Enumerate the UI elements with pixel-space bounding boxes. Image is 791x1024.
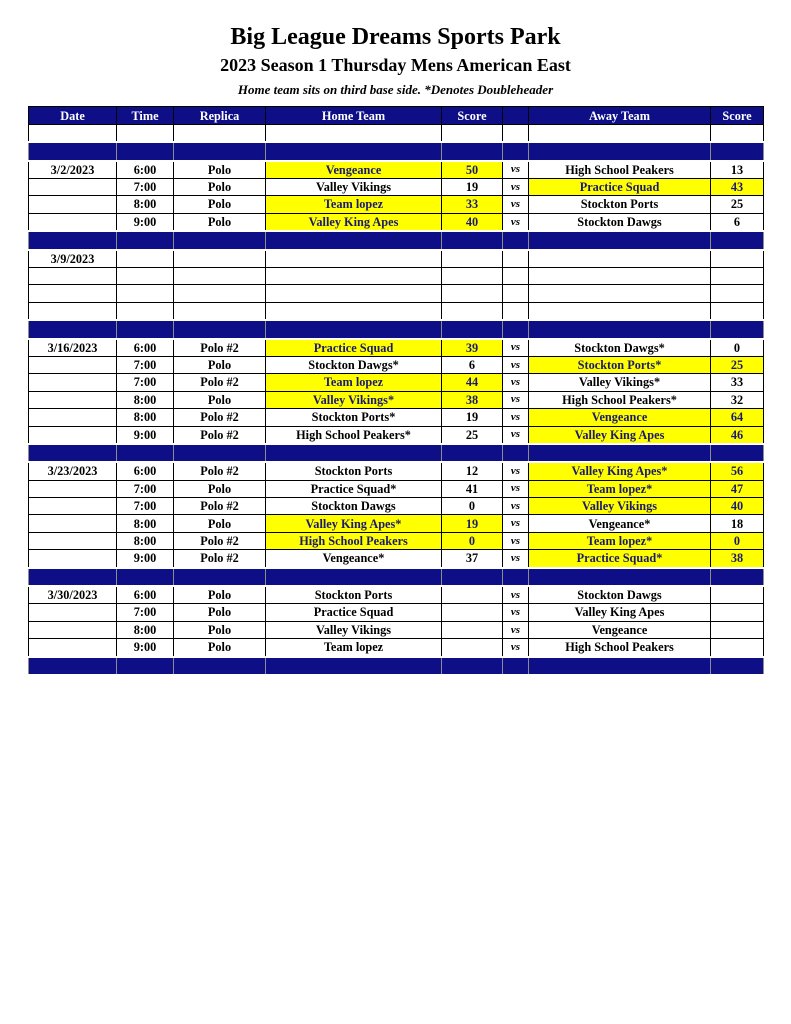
- date-cell: 3/9/2023: [29, 250, 117, 268]
- replica-cell: Polo: [174, 356, 266, 373]
- away-score-cell: 40: [711, 498, 764, 515]
- home-score-cell: 41: [442, 480, 503, 497]
- away-team-cell: Valley King Apes: [529, 604, 711, 621]
- home-score-cell: [442, 586, 503, 604]
- vs-cell: vs: [503, 213, 529, 231]
- vs-cell: vs: [503, 391, 529, 408]
- away-score-cell: [711, 639, 764, 657]
- time-cell: [117, 285, 174, 302]
- vs-cell: vs: [503, 409, 529, 426]
- time-cell: 7:00: [117, 356, 174, 373]
- separator-cell: [442, 231, 503, 249]
- date-cell: [29, 515, 117, 532]
- replica-cell: Polo #2: [174, 339, 266, 357]
- vs-cell: vs: [503, 604, 529, 621]
- away-team-cell: [529, 285, 711, 302]
- separator-cell: [442, 657, 503, 675]
- time-cell: 8:00: [117, 621, 174, 638]
- vs-cell: vs: [503, 196, 529, 213]
- date-cell: 3/16/2023: [29, 339, 117, 357]
- away-team-cell: Stockton Ports*: [529, 356, 711, 373]
- away-score-cell: 6: [711, 213, 764, 231]
- separator-cell: [117, 444, 174, 462]
- away-team-cell: Stockton Dawgs: [529, 586, 711, 604]
- col-header-date: Date: [29, 107, 117, 124]
- table-row: [29, 285, 764, 302]
- home-score-cell: 50: [442, 161, 503, 179]
- home-score-cell: 19: [442, 409, 503, 426]
- separator-cell: [442, 320, 503, 338]
- table-row: [29, 426, 764, 444]
- replica-cell: Polo: [174, 391, 266, 408]
- time-cell: 7:00: [117, 179, 174, 196]
- page-title: Big League Dreams Sports Park: [230, 24, 561, 50]
- home-team-cell: Valley Vikings*: [266, 391, 442, 408]
- away-score-cell: 47: [711, 480, 764, 497]
- table-row: [29, 356, 764, 373]
- vs-cell: vs: [503, 515, 529, 532]
- date-cell: [29, 550, 117, 568]
- home-team-cell: Team lopez: [266, 196, 442, 213]
- home-score-cell: 19: [442, 179, 503, 196]
- table-row: [29, 302, 764, 320]
- home-team-cell: Stockton Ports: [266, 462, 442, 480]
- time-cell: 6:00: [117, 462, 174, 480]
- time-cell: [117, 124, 174, 142]
- replica-cell: [174, 250, 266, 268]
- vs-cell: [503, 268, 529, 285]
- separator-row: [29, 568, 764, 586]
- separator-cell: [29, 231, 117, 249]
- away-score-cell: [711, 586, 764, 604]
- replica-cell: Polo #2: [174, 532, 266, 549]
- home-score-cell: [442, 285, 503, 302]
- home-score-cell: 25: [442, 426, 503, 444]
- time-cell: 9:00: [117, 550, 174, 568]
- col-header-score-away: Score: [711, 107, 764, 124]
- away-team-cell: High School Peakers*: [529, 391, 711, 408]
- away-score-cell: 18: [711, 515, 764, 532]
- date-cell: [29, 621, 117, 638]
- separator-cell: [117, 320, 174, 338]
- away-score-cell: 56: [711, 462, 764, 480]
- away-score-cell: [711, 268, 764, 285]
- time-cell: 8:00: [117, 515, 174, 532]
- page-note: Home team sits on third base side. *Denotes Doubleheader: [237, 82, 554, 98]
- table-row: [29, 250, 764, 268]
- home-team-cell: Stockton Ports*: [266, 409, 442, 426]
- replica-cell: Polo: [174, 480, 266, 497]
- date-cell: [29, 285, 117, 302]
- vs-cell: [503, 124, 529, 142]
- away-team-cell: Stockton Dawgs*: [529, 339, 711, 357]
- separator-cell: [266, 444, 442, 462]
- table-row: [29, 532, 764, 549]
- separator-cell: [117, 142, 174, 160]
- away-team-cell: Stockton Ports: [529, 196, 711, 213]
- col-header-replica: Replica: [174, 107, 266, 124]
- separator-cell: [503, 568, 529, 586]
- time-cell: [117, 268, 174, 285]
- home-team-cell: [266, 285, 442, 302]
- date-cell: [29, 532, 117, 549]
- separator-cell: [29, 444, 117, 462]
- away-score-cell: 46: [711, 426, 764, 444]
- away-team-cell: High School Peakers: [529, 161, 711, 179]
- away-team-cell: Vengeance*: [529, 515, 711, 532]
- col-header-time: Time: [117, 107, 174, 124]
- away-score-cell: [711, 302, 764, 320]
- vs-cell: [503, 302, 529, 320]
- replica-cell: Polo #2: [174, 498, 266, 515]
- table-row: [29, 621, 764, 638]
- date-cell: 3/23/2023: [29, 462, 117, 480]
- away-team-cell: Practice Squad: [529, 179, 711, 196]
- home-score-cell: [442, 302, 503, 320]
- replica-cell: Polo: [174, 179, 266, 196]
- home-score-cell: 0: [442, 532, 503, 549]
- separator-cell: [29, 568, 117, 586]
- vs-cell: vs: [503, 426, 529, 444]
- home-team-cell: Team lopez: [266, 374, 442, 391]
- separator-cell: [711, 657, 764, 675]
- table-row: [29, 268, 764, 285]
- separator-cell: [711, 568, 764, 586]
- home-score-cell: 12: [442, 462, 503, 480]
- separator-row: [29, 142, 764, 160]
- time-cell: 6:00: [117, 339, 174, 357]
- replica-cell: [174, 268, 266, 285]
- away-score-cell: 33: [711, 374, 764, 391]
- time-cell: [117, 250, 174, 268]
- away-score-cell: [711, 250, 764, 268]
- separator-row: [29, 320, 764, 338]
- time-cell: 7:00: [117, 374, 174, 391]
- separator-cell: [174, 657, 266, 675]
- separator-cell: [529, 657, 711, 675]
- home-score-cell: 33: [442, 196, 503, 213]
- replica-cell: Polo #2: [174, 426, 266, 444]
- table-row: [29, 639, 764, 657]
- away-team-cell: Valley Vikings*: [529, 374, 711, 391]
- table-row: [29, 462, 764, 480]
- home-score-cell: 0: [442, 498, 503, 515]
- separator-cell: [529, 444, 711, 462]
- separator-cell: [503, 320, 529, 338]
- date-cell: [29, 124, 117, 142]
- replica-cell: Polo: [174, 515, 266, 532]
- separator-cell: [442, 568, 503, 586]
- home-score-cell: 37: [442, 550, 503, 568]
- home-score-cell: [442, 639, 503, 657]
- date-cell: [29, 391, 117, 408]
- separator-cell: [529, 231, 711, 249]
- away-score-cell: 38: [711, 550, 764, 568]
- time-cell: [117, 302, 174, 320]
- home-team-cell: Valley Vikings: [266, 179, 442, 196]
- table-row: [29, 604, 764, 621]
- replica-cell: Polo #2: [174, 409, 266, 426]
- home-team-cell: [266, 302, 442, 320]
- away-team-cell: [529, 124, 711, 142]
- replica-cell: [174, 124, 266, 142]
- col-header-score-home: Score: [442, 107, 503, 124]
- col-header-home-team: Home Team: [266, 107, 442, 124]
- date-cell: [29, 196, 117, 213]
- home-team-cell: Practice Squad: [266, 339, 442, 357]
- separator-cell: [503, 231, 529, 249]
- separator-cell: [117, 657, 174, 675]
- table-row: [29, 374, 764, 391]
- away-score-cell: [711, 604, 764, 621]
- time-cell: 9:00: [117, 213, 174, 231]
- replica-cell: Polo #2: [174, 374, 266, 391]
- schedule-table-header: [29, 107, 764, 124]
- away-team-cell: Valley Vikings: [529, 498, 711, 515]
- table-row: [29, 409, 764, 426]
- date-cell: [29, 480, 117, 497]
- date-cell: [29, 426, 117, 444]
- separator-cell: [529, 320, 711, 338]
- replica-cell: Polo: [174, 213, 266, 231]
- away-score-cell: 0: [711, 339, 764, 357]
- home-score-cell: [442, 124, 503, 142]
- separator-cell: [174, 142, 266, 160]
- away-score-cell: 43: [711, 179, 764, 196]
- replica-cell: Polo #2: [174, 550, 266, 568]
- home-team-cell: High School Peakers: [266, 532, 442, 549]
- table-row: [29, 179, 764, 196]
- away-score-cell: [711, 124, 764, 142]
- home-team-cell: Valley King Apes: [266, 213, 442, 231]
- date-cell: 3/30/2023: [29, 586, 117, 604]
- vs-cell: vs: [503, 179, 529, 196]
- separator-cell: [711, 231, 764, 249]
- replica-cell: Polo: [174, 586, 266, 604]
- time-cell: 7:00: [117, 498, 174, 515]
- separator-cell: [711, 320, 764, 338]
- date-cell: [29, 268, 117, 285]
- separator-cell: [266, 231, 442, 249]
- table-row: [29, 339, 764, 357]
- separator-cell: [266, 657, 442, 675]
- separator-cell: [529, 142, 711, 160]
- separator-cell: [711, 142, 764, 160]
- away-team-cell: Valley King Apes*: [529, 462, 711, 480]
- separator-cell: [266, 568, 442, 586]
- time-cell: 8:00: [117, 196, 174, 213]
- time-cell: 8:00: [117, 532, 174, 549]
- separator-cell: [117, 231, 174, 249]
- time-cell: 9:00: [117, 639, 174, 657]
- home-team-cell: High School Peakers*: [266, 426, 442, 444]
- away-team-cell: Vengeance: [529, 621, 711, 638]
- table-row: [29, 213, 764, 231]
- col-header-vs: [503, 107, 529, 124]
- replica-cell: [174, 285, 266, 302]
- vs-cell: vs: [503, 161, 529, 179]
- table-row: [29, 391, 764, 408]
- separator-row: [29, 444, 764, 462]
- home-team-cell: Stockton Dawgs*: [266, 356, 442, 373]
- home-team-cell: Practice Squad*: [266, 480, 442, 497]
- time-cell: 6:00: [117, 161, 174, 179]
- separator-cell: [442, 444, 503, 462]
- home-score-cell: 6: [442, 356, 503, 373]
- home-team-cell: Team lopez: [266, 639, 442, 657]
- time-cell: 6:00: [117, 586, 174, 604]
- away-score-cell: 0: [711, 532, 764, 549]
- col-header-away-team: Away Team: [529, 107, 711, 124]
- vs-cell: vs: [503, 532, 529, 549]
- table-row: [29, 515, 764, 532]
- date-cell: [29, 604, 117, 621]
- home-team-cell: Stockton Dawgs: [266, 498, 442, 515]
- vs-cell: vs: [503, 356, 529, 373]
- home-score-cell: [442, 621, 503, 638]
- table-row: [29, 161, 764, 179]
- away-score-cell: 32: [711, 391, 764, 408]
- replica-cell: Polo: [174, 604, 266, 621]
- date-cell: [29, 213, 117, 231]
- table-row: [29, 196, 764, 213]
- table-row: [29, 124, 764, 142]
- away-team-cell: Vengeance: [529, 409, 711, 426]
- away-score-cell: [711, 285, 764, 302]
- separator-cell: [442, 142, 503, 160]
- vs-cell: vs: [503, 586, 529, 604]
- schedule-table: [28, 106, 764, 676]
- home-score-cell: [442, 268, 503, 285]
- vs-cell: [503, 285, 529, 302]
- vs-cell: vs: [503, 550, 529, 568]
- home-score-cell: [442, 250, 503, 268]
- replica-cell: [174, 302, 266, 320]
- replica-cell: Polo: [174, 621, 266, 638]
- separator-row: [29, 231, 764, 249]
- separator-cell: [174, 444, 266, 462]
- date-cell: [29, 302, 117, 320]
- home-team-cell: [266, 268, 442, 285]
- vs-cell: [503, 250, 529, 268]
- away-score-cell: [711, 621, 764, 638]
- separator-cell: [29, 142, 117, 160]
- table-row: [29, 586, 764, 604]
- header-row: [29, 107, 764, 124]
- vs-cell: vs: [503, 480, 529, 497]
- separator-cell: [266, 320, 442, 338]
- separator-cell: [503, 444, 529, 462]
- away-score-cell: 25: [711, 196, 764, 213]
- home-team-cell: Vengeance: [266, 161, 442, 179]
- vs-cell: vs: [503, 374, 529, 391]
- separator-cell: [117, 568, 174, 586]
- away-team-cell: Team lopez*: [529, 532, 711, 549]
- replica-cell: Polo: [174, 639, 266, 657]
- replica-cell: Polo: [174, 196, 266, 213]
- home-score-cell: 38: [442, 391, 503, 408]
- separator-cell: [711, 444, 764, 462]
- separator-cell: [503, 657, 529, 675]
- away-score-cell: 25: [711, 356, 764, 373]
- vs-cell: vs: [503, 621, 529, 638]
- replica-cell: Polo: [174, 161, 266, 179]
- away-team-cell: [529, 250, 711, 268]
- time-cell: 8:00: [117, 391, 174, 408]
- schedule-table-body: [29, 124, 764, 675]
- separator-row: [29, 657, 764, 675]
- table-row: [29, 498, 764, 515]
- table-row: [29, 550, 764, 568]
- date-cell: 3/2/2023: [29, 161, 117, 179]
- away-team-cell: Team lopez*: [529, 480, 711, 497]
- page-header: [0, 0, 791, 97]
- separator-cell: [29, 320, 117, 338]
- replica-cell: Polo #2: [174, 462, 266, 480]
- home-team-cell: Valley Vikings: [266, 621, 442, 638]
- time-cell: 8:00: [117, 409, 174, 426]
- home-team-cell: [266, 250, 442, 268]
- date-cell: [29, 179, 117, 196]
- home-team-cell: [266, 124, 442, 142]
- home-team-cell: Vengeance*: [266, 550, 442, 568]
- separator-cell: [529, 568, 711, 586]
- separator-cell: [174, 231, 266, 249]
- date-cell: [29, 409, 117, 426]
- date-cell: [29, 498, 117, 515]
- home-team-cell: Stockton Ports: [266, 586, 442, 604]
- table-row: [29, 480, 764, 497]
- away-score-cell: 13: [711, 161, 764, 179]
- home-team-cell: Valley King Apes*: [266, 515, 442, 532]
- vs-cell: vs: [503, 639, 529, 657]
- separator-cell: [174, 320, 266, 338]
- away-team-cell: Stockton Dawgs: [529, 213, 711, 231]
- home-score-cell: 39: [442, 339, 503, 357]
- away-team-cell: Valley King Apes: [529, 426, 711, 444]
- separator-cell: [174, 568, 266, 586]
- away-team-cell: Practice Squad*: [529, 550, 711, 568]
- home-team-cell: Practice Squad: [266, 604, 442, 621]
- vs-cell: vs: [503, 498, 529, 515]
- away-score-cell: 64: [711, 409, 764, 426]
- time-cell: 9:00: [117, 426, 174, 444]
- time-cell: 7:00: [117, 480, 174, 497]
- separator-cell: [503, 142, 529, 160]
- vs-cell: vs: [503, 339, 529, 357]
- time-cell: 7:00: [117, 604, 174, 621]
- home-score-cell: 40: [442, 213, 503, 231]
- separator-cell: [266, 142, 442, 160]
- page-subtitle: 2023 Season 1 Thursday Mens American East: [220, 55, 571, 76]
- away-team-cell: [529, 268, 711, 285]
- home-score-cell: 44: [442, 374, 503, 391]
- separator-cell: [29, 657, 117, 675]
- date-cell: [29, 356, 117, 373]
- home-score-cell: [442, 604, 503, 621]
- away-team-cell: High School Peakers: [529, 639, 711, 657]
- date-cell: [29, 374, 117, 391]
- home-score-cell: 19: [442, 515, 503, 532]
- vs-cell: vs: [503, 462, 529, 480]
- away-team-cell: [529, 302, 711, 320]
- date-cell: [29, 639, 117, 657]
